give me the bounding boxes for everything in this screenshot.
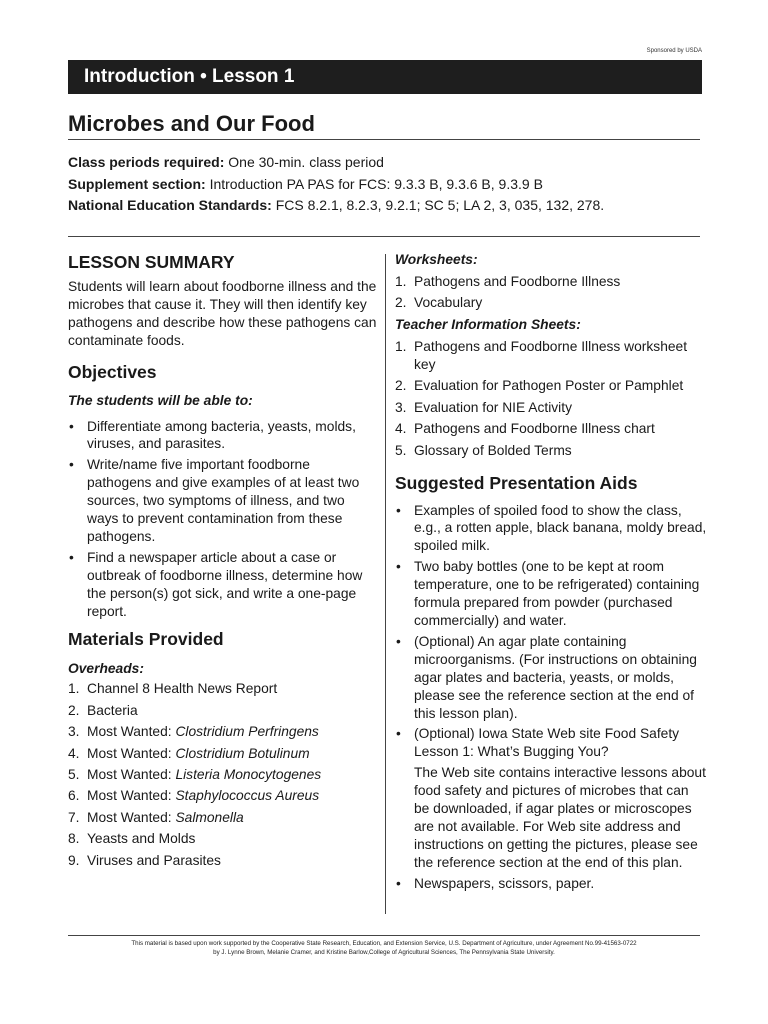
list-item: [68, 766, 378, 784]
list-item: [395, 875, 707, 893]
list-item: [68, 702, 378, 720]
meta-label: Class periods required:: [68, 154, 225, 170]
item-number: 3.: [395, 399, 407, 415]
pathogen-name: Staphylococcus Aureus: [175, 788, 320, 804]
list-item: [68, 456, 378, 546]
item-number: 5.: [68, 767, 80, 783]
objectives-heading: Objectives: [68, 361, 157, 382]
list-item-text: Most Wanted:: [87, 767, 176, 783]
list-item: [395, 502, 707, 556]
list-item: [395, 442, 707, 460]
meta-label: Supplement section:: [68, 175, 206, 192]
column-divider: [385, 254, 386, 914]
list-item-text: Viruses and Parasites: [87, 852, 221, 868]
meta-divider: [68, 236, 700, 237]
list-item-text: Most Wanted:: [87, 745, 176, 761]
item-number: 7.: [68, 809, 80, 825]
list-item-text: Two baby bottles (one to be kept at room temperature, one to be refrigerated) containing formula prepared from powder (purchased commercially) and water.: [414, 559, 700, 628]
list-item-text: (Optional) Iowa State Web site Food Safety Lesson 1: What’s Bugging You?: [414, 726, 680, 760]
meta-supplement: [68, 174, 604, 196]
lesson-banner: Introduction • Lesson 1: [68, 60, 702, 94]
list-item-text: Evaluation for Pathogen Poster or Pamphlet: [414, 378, 684, 394]
bullet: •: [396, 875, 401, 891]
meta-standards: [68, 195, 604, 217]
meta-value: Introduction PA PAS for FCS: 9.3.3 B, 9.3.6 B, 9.3.9 B: [205, 175, 543, 192]
meta-label: National Education Standards:: [68, 197, 272, 213]
list-item-text: Glossary of Bolded Terms: [414, 442, 572, 458]
summary-heading: LESSON SUMMARY: [68, 252, 235, 272]
bullet: •: [69, 457, 74, 473]
item-number: 9.: [68, 852, 80, 868]
list-item: [68, 418, 378, 454]
list-item-text: Channel 8 Health News Report: [87, 681, 278, 697]
teacher-sheets-label: Teacher Information Sheets:: [395, 317, 581, 333]
list-item-text: Yeasts and Molds: [87, 831, 196, 847]
footer-line: This material is based upon work supported by the Cooperative State Research, Education, and Extension Service, U.S. Department of Agriculture, under Agreement No.99-41563-0722: [131, 940, 637, 947]
objectives-intro: The students will be able to:: [68, 392, 253, 408]
overheads-list: [68, 680, 378, 869]
overheads-label: Overheads:: [68, 660, 144, 676]
item-number: 5.: [395, 442, 407, 458]
bullet: •: [69, 549, 74, 565]
list-item-text: Write/name five important foodborne pathogens and give examples of at least two sources, two symptoms of illness, and two ways to prevent contamination from these pathogens.: [87, 457, 360, 544]
pathogen-name: Salmonella: [175, 809, 244, 825]
item-number: 4.: [68, 745, 80, 761]
item-number: 4.: [395, 421, 407, 437]
list-item-text: Find a newspaper article about a case or outbreak of foodborne illness, determine how the person(s) got sick, and write a one-page report.: [87, 549, 363, 619]
list-item: [395, 338, 707, 374]
list-item: [395, 377, 707, 395]
meta-class-periods: [68, 152, 604, 174]
bullet: •: [69, 418, 74, 434]
right-column: [395, 251, 707, 896]
presentation-aids-heading: Suggested Presentation Aids: [395, 472, 638, 493]
bullet: •: [396, 559, 401, 575]
list-item-text: Pathogens and Foodborne Illness worksheet key: [414, 339, 688, 373]
list-item: [68, 787, 378, 805]
bullet: •: [396, 502, 401, 518]
list-item: [68, 680, 378, 698]
list-item: [395, 633, 707, 723]
list-item-text: Examples of spoiled food to show the class, e.g., a rotten apple, black banana, moldy bread, spoiled milk.: [414, 502, 707, 554]
footer-line: by J. Lynne Brown, Melanie Cramer, and Kristine Barlow,College of Agricultural Sciences, The Pennsylvania State University.: [213, 949, 555, 956]
list-item: [68, 830, 378, 848]
list-item: [395, 273, 707, 291]
list-item-text: Most Wanted:: [87, 809, 176, 825]
list-item: [68, 852, 378, 870]
item-number: 6.: [68, 788, 80, 804]
bullet: •: [396, 726, 401, 742]
list-item-text: Pathogens and Foodborne Illness: [414, 273, 621, 289]
left-column: [68, 251, 378, 873]
lesson-meta: [68, 152, 604, 217]
item-number: 2.: [395, 378, 407, 394]
footer-divider: [68, 935, 700, 936]
list-item: [395, 558, 707, 630]
pathogen-name: Listeria Monocytogenes: [175, 767, 322, 783]
summary-text: Students will learn about foodborne illness and the microbes that cause it. They will then identify key pathogens and describe how these pathogens can contaminate foods.: [68, 279, 377, 348]
list-item-text: Pathogens and Foodborne Illness chart: [414, 421, 655, 437]
list-item-text: Evaluation for NIE Activity: [414, 399, 572, 415]
bullet: •: [396, 633, 401, 649]
item-number: 1.: [68, 681, 80, 697]
list-item-continuation: [395, 764, 707, 871]
objectives-list: [68, 418, 378, 621]
list-item: [68, 745, 378, 763]
pathogen-name: Clostridium Botulinum: [175, 745, 310, 761]
pathogen-name: Clostridium Perfringens: [175, 724, 319, 740]
list-item-text: Vocabulary: [414, 295, 483, 311]
list-item: [395, 420, 707, 438]
presentation-aids-list: [395, 502, 707, 893]
meta-value: FCS 8.2.1, 8.2.3, 9.2.1; SC 5; LA 2, 3, 035, 132, 278.: [271, 197, 605, 213]
item-number: 3.: [68, 724, 80, 740]
list-item: [68, 809, 378, 827]
item-number: 2.: [395, 295, 407, 311]
footer-credits: [68, 939, 700, 957]
list-item-text: Most Wanted:: [87, 788, 176, 804]
teacher-sheets-list: [395, 338, 707, 459]
item-number: 8.: [68, 831, 80, 847]
list-item-text: Differentiate among bacteria, yeasts, molds, viruses, and parasites.: [87, 418, 356, 452]
list-item: [395, 725, 707, 761]
list-item-text: Bacteria: [87, 702, 138, 718]
title-divider: [68, 139, 700, 140]
list-item-text: The Web site contains interactive lessons about food safety and pictures of microbes that can be downloaded, if agar plates or microscopes are not available. For Web site address and instructions on getting the pictures, please see the reference section at the end of this plan.: [414, 765, 706, 870]
item-number: 1.: [395, 273, 407, 289]
list-item-text: Newspapers, scissors, paper.: [414, 875, 595, 891]
page-title: Microbes and Our Food: [68, 111, 315, 136]
list-item-text: (Optional) An agar plate containing microorganisms. (For instructions on obtaining agar plates and bacteria, yeasts, or molds, please see the reference section at the end of this lesson plan).: [414, 633, 697, 721]
item-number: 1.: [395, 339, 407, 355]
list-item: [395, 294, 707, 312]
list-item-text: Most Wanted:: [87, 724, 176, 740]
list-item: [395, 399, 707, 417]
materials-heading: Materials Provided: [68, 628, 224, 649]
meta-value: One 30-min. class period: [224, 154, 384, 170]
worksheets-list: [395, 273, 707, 312]
sponsor-note: Sponsored by USDA: [646, 48, 702, 54]
list-item: [68, 723, 378, 741]
item-number: 2.: [68, 702, 80, 718]
list-item: [68, 549, 378, 621]
worksheets-label: Worksheets:: [395, 252, 478, 267]
